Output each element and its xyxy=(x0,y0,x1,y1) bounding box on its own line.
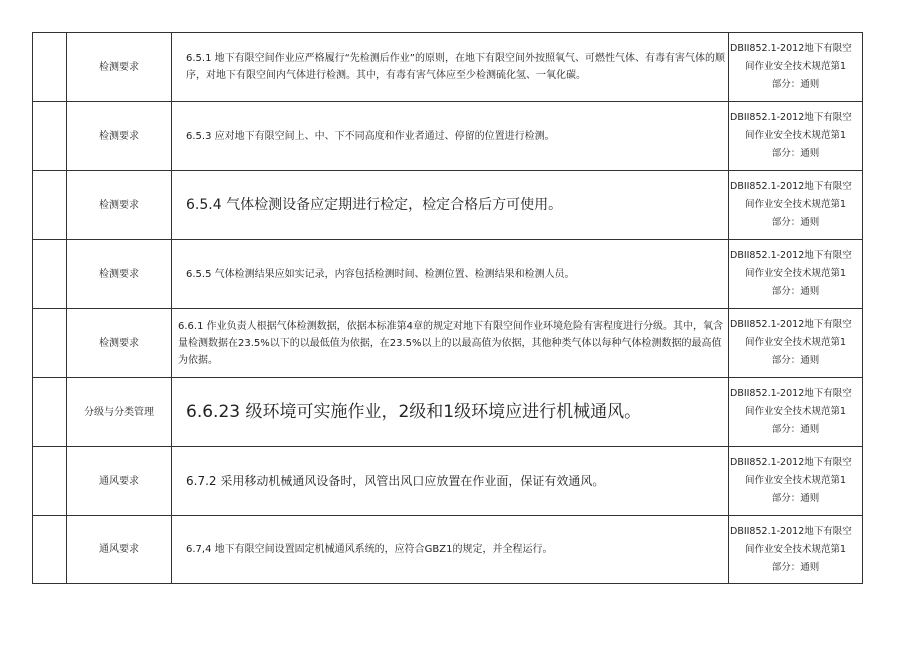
content-cell: 6.5.3 应对地下有限空间上、中、下不同高度和作业者通过、停留的位置进行检测。 xyxy=(172,102,729,171)
source-line: 部分：通则 xyxy=(771,148,820,159)
source-line: 部分：通则 xyxy=(771,424,820,435)
source-cell xyxy=(729,240,863,309)
category-cell: 检测要求 xyxy=(67,102,172,171)
source-line: 间作业安全技术规范第1 xyxy=(744,268,847,279)
table-row xyxy=(33,378,863,447)
source-line: 部分：通则 xyxy=(771,217,820,228)
source-cell xyxy=(729,102,863,171)
content-cell: 6.6.1 作业负责人根据气体检测数据，依据本标准第4章的规定对地下有限空间作业环境危险有害程度进行分级。其中，氧含量检测数据在23.5%以下的以最低值为依据，在23.5%以上的以最高值为依据，其他种类气体以每种气体检测数据的最高值为依据。 xyxy=(172,309,729,378)
table-row xyxy=(33,171,863,240)
table-row xyxy=(33,516,863,584)
category-cell: 检测要求 xyxy=(67,240,172,309)
source-cell xyxy=(729,33,863,102)
index-cell xyxy=(33,378,67,447)
source-line: 间作业安全技术规范第1 xyxy=(744,199,847,210)
index-cell xyxy=(33,309,67,378)
source-cell xyxy=(729,309,863,378)
source-line: 间作业安全技术规范第1 xyxy=(744,406,847,417)
source-line: DBII852.1-2012地下有限空 xyxy=(730,319,852,330)
source-line: 间作业安全技术规范第1 xyxy=(744,337,847,348)
source-line: 间作业安全技术规范第1 xyxy=(744,130,847,141)
index-cell xyxy=(33,240,67,309)
index-cell xyxy=(33,33,67,102)
index-cell xyxy=(33,102,67,171)
content-cell: 6.7,4 地下有限空间设置固定机械通风系统的，应符合GBZ1的规定，并全程运行。 xyxy=(172,516,729,584)
source-line: DBII852.1-2012地下有限空 xyxy=(730,457,852,468)
source-line: DBII852.1-2012地下有限空 xyxy=(730,250,852,261)
source-line: DBII852.1-2012地下有限空 xyxy=(730,43,852,54)
table-row xyxy=(33,309,863,378)
source-line: 部分：通则 xyxy=(771,355,820,366)
content-cell: 6.7.2 采用移动机械通风设备时，风管出风口应放置在作业面，保证有效通风。 xyxy=(172,447,729,516)
index-cell xyxy=(33,447,67,516)
table-row xyxy=(33,240,863,309)
index-cell xyxy=(33,516,67,584)
category-cell: 通风要求 xyxy=(67,516,172,584)
category-cell: 分级与分类管理 xyxy=(67,378,172,447)
table-row xyxy=(33,102,863,171)
source-cell xyxy=(729,171,863,240)
content-cell: 6.5.4 气体检测设备应定期进行检定，检定合格后方可使用。 xyxy=(172,171,729,240)
content-cell: 6.5.5 气体检测结果应如实记录，内容包括检测时间、检测位置、检测结果和检测人员。 xyxy=(172,240,729,309)
source-cell xyxy=(729,378,863,447)
table-row xyxy=(33,33,863,102)
source-line: 间作业安全技术规范第1 xyxy=(744,61,847,72)
source-line: 部分：通则 xyxy=(771,561,820,573)
source-line: DBII852.1-2012地下有限空 xyxy=(730,525,852,537)
source-line: 间作业安全技术规范第1 xyxy=(744,475,847,486)
category-cell: 检测要求 xyxy=(67,33,172,102)
category-cell: 检测要求 xyxy=(67,309,172,378)
source-line: DBII852.1-2012地下有限空 xyxy=(730,181,852,192)
category-cell: 检测要求 xyxy=(67,171,172,240)
source-cell xyxy=(729,447,863,516)
content-cell: 6.5.1 地下有限空间作业应严格履行“先检测后作业”的原则，在地下有限空间外按照氧气、可燃性气体、有毒有害气体的顺序，对地下有限空间内气体进行检测。其中，有毒有害气体应至少检测硫化氢、一氧化碳。 xyxy=(172,33,729,102)
source-line: 部分：通则 xyxy=(771,493,820,504)
content-cell: 6.6.23 级环境可实施作业，2级和1级环境应进行机械通风。 xyxy=(172,378,729,447)
source-line: 部分：通则 xyxy=(771,286,820,297)
source-line: 部分：通则 xyxy=(771,79,820,90)
source-line: DBII852.1-2012地下有限空 xyxy=(730,112,852,123)
source-cell xyxy=(729,516,863,584)
requirements-table xyxy=(32,32,863,584)
category-cell: 通风要求 xyxy=(67,447,172,516)
table-row xyxy=(33,447,863,516)
source-line: 间作业安全技术规范第1 xyxy=(744,543,847,555)
source-line: DBII852.1-2012地下有限空 xyxy=(730,388,852,399)
index-cell xyxy=(33,171,67,240)
